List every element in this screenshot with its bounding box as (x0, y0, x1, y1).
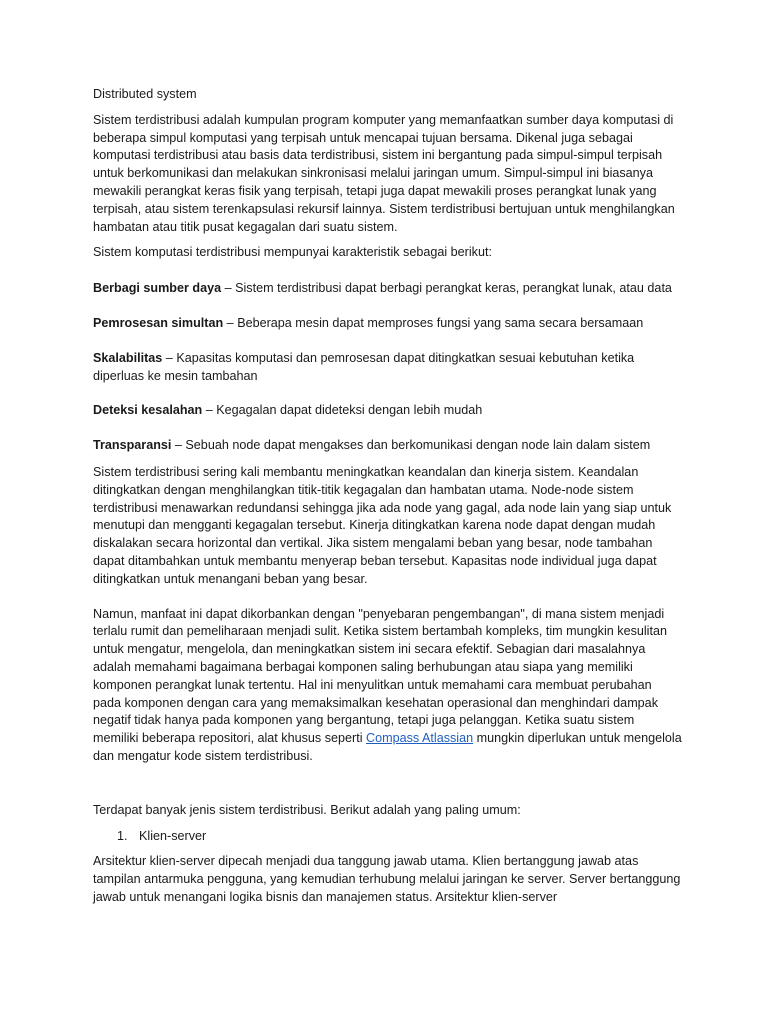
paragraph-client-server: Arsitektur klien-server dipecah menjadi dua tanggung jawab utama. Klien bertanggung jawab atas tampilan antarmuka pengguna, yang kemudian terhubung melalui jaringan ke server. Server bertanggung jawab untuk menangani logika bisnis dan manajemen status. Arsitektur klien-server (93, 854, 681, 904)
paragraph-text: Namun, manfaat ini dapat dikorbankan dengan "penyebaran pengembangan", di mana sistem menjadi terlalu rumit dan pemeliharaan menjadi sulit. Ketika sistem bertambah kompleks, tim mungkin kesulitan untuk mengatur, mengelola, dan meningkatkan sistem ini secara efektif. Sebagian dari masalahnya adalah memahami bagaimana berbagai komponen saling berhubungan atau siapa yang memiliki komponen perangkat lunak tertentu. Hal ini menyulitkan untuk memahami cara membuat perubahan pada komponen dengan cara yang memaksimalkan kesehatan operasional dan menghindari dampak negatif tidak hanya pada komponen yang bergantung, tetapi juga pelanggan. Ketika suatu sistem memiliki beberapa repositori, alat khusus seperti (93, 606, 667, 746)
paragraph-features-intro: Sistem komputasi terdistribusi mempunyai karakteristik sebagai berikut: (93, 245, 492, 260)
list-item (93, 828, 683, 846)
feature-item (93, 280, 683, 298)
paragraph-benefits: Sistem terdistribusi sering kali membantu meningkatkan keandalan dan kinerja sistem. Keandalan ditingkatkan dengan menghilangkan titik-titik kegagalan dan hambatan utama. Node-node sistem terdistribusi menawarkan redundansi sehingga jika ada node yang gagal, ada node lain yang siap untuk menutupi dan mengganti kegagalan tersebut. Kinerja ditingkatkan karena node dapat dengan mudah diskalakan secara horizontal dan vertikal. Jika sistem mengalami beban yang besar, node tambahan dapat ditambahkan untuk membantu menyerap beban tersebut. Kapasitas node individual juga dapat ditingkatkan untuk menangani beban yang besar. (93, 464, 672, 586)
document-title: Distributed system (93, 87, 197, 101)
paragraph-drawbacks (93, 606, 683, 766)
feature-description: – Kapasitas komputasi dan pemrosesan dapat ditingkatkan sesuai kebutuhan ketika diperluas ke mesin tambahan (93, 350, 635, 383)
paragraph-definition: Sistem terdistribusi adalah kumpulan program komputer yang memanfaatkan sumber daya komputasi di beberapa simpul komputasi yang terpisah untuk mencapai tujuan bersama. Dikenal juga sebagai komputasi terdistribusi atau basis data terdistribusi, sistem ini bergantung pada simpul-simpul terpisah untuk berkomunikasi dan melakukan sinkronisasi melalui jaringan umum. Simpul-simpul ini biasanya mewakili perangkat keras fisik yang terpisah, tetapi juga dapat mewakili proses perangkat lunak yang terpisah, atau sistem terenkapsulasi rekursif lainnya. Sistem terdistribusi bertujuan untuk menghilangkan hambatan atau titik pusat kegagalan dari suatu sistem. (93, 112, 675, 234)
feature-item (93, 350, 683, 386)
feature-description: – Kegagalan dapat dideteksi dengan lebih mudah (202, 403, 483, 418)
list-label: Klien-server (139, 828, 207, 843)
feature-term: Deteksi kesalahan (93, 403, 203, 418)
feature-term: Pemrosesan simultan (93, 315, 224, 330)
paragraph-text: mungkin diperlukan untuk mengelola dan mengatur kode sistem terdistribusi. (93, 731, 682, 763)
feature-term: Berbagi sumber daya (93, 281, 222, 296)
list-number: 1. (117, 828, 128, 843)
feature-description: – Sistem terdistribusi dapat berbagi perangkat keras, perangkat lunak, atau data (221, 281, 672, 296)
compass-atlassian-link[interactable]: Compass Atlassian (366, 731, 474, 746)
feature-description: – Sebuah node dapat mengakses dan berkomunikasi dengan node lain dalam sistem (171, 438, 651, 453)
document-body (93, 86, 683, 915)
feature-term: Skalabilitas (93, 350, 163, 365)
feature-item (93, 437, 683, 455)
feature-item (93, 402, 683, 420)
feature-term: Transparansi (93, 438, 172, 453)
feature-item (93, 315, 683, 333)
feature-description: – Beberapa mesin dapat memproses fungsi yang sama secara bersamaan (223, 315, 644, 330)
paragraph-types-intro: Terdapat banyak jenis sistem terdistribusi. Berikut adalah yang paling umum: (93, 802, 521, 817)
